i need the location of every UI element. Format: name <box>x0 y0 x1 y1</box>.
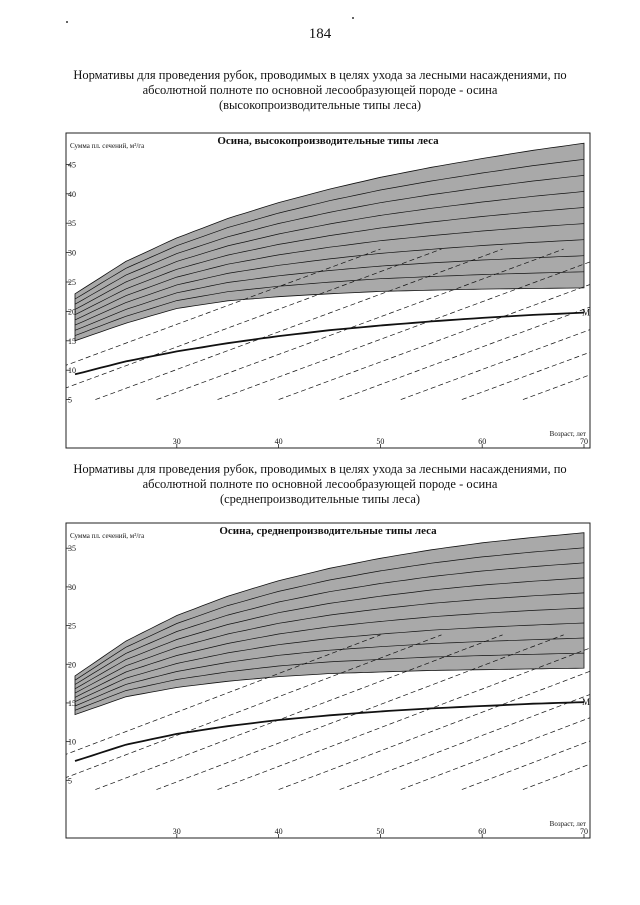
scan-speck <box>66 21 68 23</box>
y-tick-label: 30 <box>68 582 76 592</box>
y-tick-label: 30 <box>68 248 76 258</box>
y-tick-label: 25 <box>68 621 76 631</box>
scan-speck <box>352 17 354 19</box>
y-tick-label: 5 <box>68 395 72 405</box>
heading-line: абсолютной полноте по основной лесообразующей породе - осина <box>142 83 498 97</box>
series-label: М <box>582 697 591 708</box>
y-tick-label: 35 <box>68 544 76 554</box>
x-tick-label: 60 <box>478 827 487 836</box>
chart-high-productivity <box>0 125 640 455</box>
section-heading-medium-productivity <box>40 462 600 507</box>
x-tick-label: 70 <box>580 827 588 836</box>
y-tick-label: 40 <box>68 189 76 199</box>
y-tick-label: 15 <box>68 698 76 708</box>
heading-line: Нормативы для проведения рубок, проводимых в целях ухода за лесными насаждениями, по <box>73 462 567 476</box>
x-tick-label: 40 <box>274 437 283 446</box>
y-tick-label: 20 <box>68 660 76 670</box>
y-tick-label: 35 <box>68 219 76 229</box>
y-tick-label: 45 <box>68 160 76 170</box>
y-tick-label: 25 <box>68 278 76 287</box>
x-tick-label: 40 <box>274 827 283 836</box>
heading-line: (высокопроизводительные типы леса) <box>218 98 422 112</box>
heading-line: Нормативы для проведения рубок, проводимых в целях ухода за лесными насаждениями, по <box>73 68 567 82</box>
y-tick-label: 5 <box>68 776 72 786</box>
y-axis-label: Сумма пл. сечений, м²/га <box>70 532 145 540</box>
x-tick-label: 30 <box>172 437 181 446</box>
x-tick-label: 30 <box>172 827 181 836</box>
page-number: 184 <box>308 26 332 42</box>
chart-title: Осина, среднепроизводительные типы леса <box>219 525 437 537</box>
heading-line: абсолютной полноте по основной лесообразующей породе - осина <box>142 477 498 491</box>
heading-line: (среднепроизводительные типы леса) <box>219 492 421 506</box>
series-label: М <box>582 307 591 318</box>
section-heading-high-productivity <box>40 68 600 113</box>
x-axis-label: Возраст, лет <box>549 820 586 828</box>
x-tick-label: 50 <box>376 827 385 836</box>
y-tick-label: 10 <box>68 737 76 747</box>
y-tick-label: 10 <box>68 366 76 376</box>
y-tick-label: 15 <box>68 336 76 346</box>
y-tick-label: 20 <box>68 307 76 317</box>
chart-title: Осина, высокопроизводительные типы леса <box>217 135 439 147</box>
x-tick-label: 60 <box>478 437 487 446</box>
y-axis-label: Сумма пл. сечений, м²/га <box>70 142 145 150</box>
chart-medium-productivity <box>0 515 640 845</box>
x-tick-label: 50 <box>376 437 385 446</box>
x-axis-label: Возраст, лет <box>549 430 586 438</box>
x-tick-label: 70 <box>580 437 588 446</box>
